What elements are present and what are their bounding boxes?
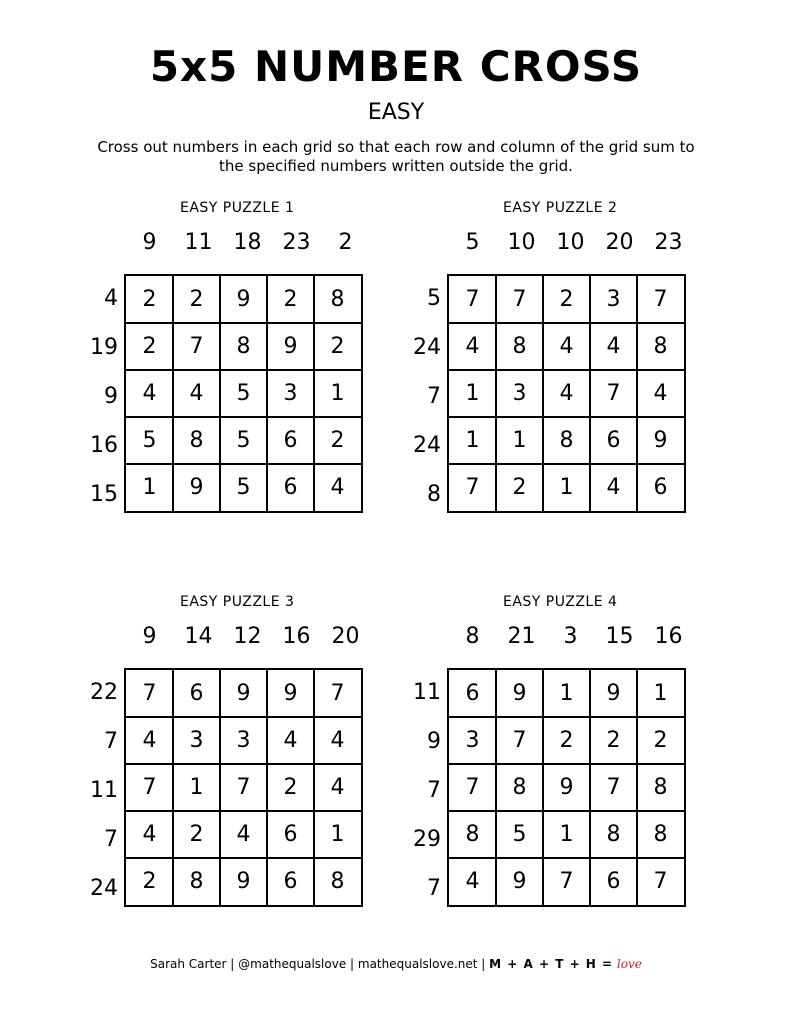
column-sum: 8: [465, 624, 480, 649]
grid-cell[interactable]: 7: [448, 763, 497, 812]
puzzle-4: [405, 594, 685, 924]
number-grid: [124, 274, 363, 513]
row-sum: 22: [90, 680, 118, 705]
column-sum: 9: [142, 230, 157, 255]
puzzle-2: [405, 200, 685, 530]
grid-cell[interactable]: 6: [589, 857, 638, 906]
row-sum: 29: [413, 827, 441, 852]
row-sum: 15: [90, 482, 118, 507]
grid-cell[interactable]: 7: [448, 275, 497, 324]
row-sum: 24: [90, 876, 118, 901]
grid-cell[interactable]: 8: [313, 275, 362, 324]
column-sum: 18: [233, 230, 262, 255]
row-sums: [405, 274, 445, 519]
grid-cell[interactable]: 7: [495, 275, 544, 324]
grid-cell[interactable]: 2: [125, 275, 174, 324]
grid-cell[interactable]: 1: [636, 669, 685, 718]
row-sum: 11: [413, 680, 441, 705]
grid-cell[interactable]: 4: [172, 369, 221, 418]
row-sum: 4: [104, 286, 118, 311]
grid-cell[interactable]: 6: [172, 669, 221, 718]
grid-cell[interactable]: 7: [172, 322, 221, 371]
grid-cell[interactable]: 7: [313, 669, 362, 718]
row-sum: 9: [427, 729, 441, 754]
number-grid: [447, 274, 686, 513]
column-sum: 2: [338, 230, 353, 255]
row-sum: 7: [427, 876, 441, 901]
grid-cell[interactable]: 9: [266, 669, 315, 718]
grid-cell[interactable]: 2: [495, 463, 544, 512]
row-sum: 11: [90, 778, 118, 803]
grid-cell[interactable]: 6: [636, 463, 685, 512]
grid-cell[interactable]: 1: [313, 810, 362, 859]
grid-cell[interactable]: 4: [542, 369, 591, 418]
column-sum: 16: [654, 624, 683, 649]
grid-cell[interactable]: 4: [219, 810, 268, 859]
grid-cell[interactable]: 8: [313, 857, 362, 906]
grid-cell[interactable]: 1: [542, 463, 591, 512]
grid-cell[interactable]: 6: [448, 669, 497, 718]
footer-love-logo: love: [616, 957, 642, 971]
grid-cell[interactable]: 1: [495, 416, 544, 465]
grid-cell[interactable]: 7: [219, 763, 268, 812]
grid-cell[interactable]: 4: [448, 857, 497, 906]
puzzle-3: [82, 594, 362, 924]
column-sums: [448, 230, 693, 255]
column-sum: 23: [654, 230, 683, 255]
row-sum: 7: [104, 827, 118, 852]
grid-cell[interactable]: 9: [219, 669, 268, 718]
grid-cell[interactable]: 1: [448, 416, 497, 465]
row-sum: 16: [90, 433, 118, 458]
grid-cell[interactable]: 4: [266, 716, 315, 765]
grid-cell[interactable]: 6: [266, 810, 315, 859]
column-sum: 23: [282, 230, 311, 255]
grid-cell[interactable]: 2: [266, 275, 315, 324]
grid-cell[interactable]: 2: [313, 322, 362, 371]
grid-cell[interactable]: 6: [266, 416, 315, 465]
grid-cell[interactable]: 2: [636, 716, 685, 765]
number-grid: [447, 668, 686, 907]
column-sum: 12: [233, 624, 262, 649]
grid-cell[interactable]: 7: [542, 857, 591, 906]
column-sum: 20: [331, 624, 360, 649]
grid-cell[interactable]: 1: [542, 810, 591, 859]
column-sum: 11: [184, 230, 213, 255]
grid-cell[interactable]: 2: [172, 275, 221, 324]
row-sum: 19: [90, 335, 118, 360]
column-sum: 15: [605, 624, 634, 649]
column-sum: 10: [507, 230, 536, 255]
grid-cell[interactable]: 4: [589, 322, 638, 371]
grid-cell[interactable]: 3: [495, 369, 544, 418]
grid-cell[interactable]: 8: [448, 810, 497, 859]
row-sum: 9: [104, 384, 118, 409]
grid-cell[interactable]: 7: [125, 763, 174, 812]
grid-cell[interactable]: 6: [266, 857, 315, 906]
grid-cell[interactable]: 8: [589, 810, 638, 859]
grid-cell[interactable]: 9: [219, 275, 268, 324]
grid-cell[interactable]: 8: [636, 810, 685, 859]
grid-cell[interactable]: 1: [125, 463, 174, 512]
grid-cell[interactable]: 8: [636, 322, 685, 371]
grid-cell[interactable]: 3: [219, 716, 268, 765]
grid-cell[interactable]: 5: [125, 416, 174, 465]
column-sums: [125, 230, 370, 255]
grid-cell[interactable]: 8: [219, 322, 268, 371]
grid-cell[interactable]: 7: [448, 463, 497, 512]
row-sum: 24: [413, 335, 441, 360]
column-sum: 14: [184, 624, 213, 649]
grid-cell[interactable]: 3: [589, 275, 638, 324]
grid-cell[interactable]: 9: [636, 416, 685, 465]
grid-cell[interactable]: 2: [542, 275, 591, 324]
grid-cell[interactable]: 9: [266, 322, 315, 371]
page-subtitle: EASY: [367, 100, 425, 125]
grid-cell[interactable]: 8: [636, 763, 685, 812]
column-sums: [448, 624, 693, 649]
grid-cell[interactable]: 4: [125, 716, 174, 765]
column-sum: 5: [465, 230, 480, 255]
column-sum: 3: [563, 624, 578, 649]
grid-cell[interactable]: 1: [542, 669, 591, 718]
row-sums: [82, 668, 122, 913]
column-sum: 20: [605, 230, 634, 255]
number-grid: [124, 668, 363, 907]
footer-brand: M + A + T + H =: [489, 957, 614, 971]
puzzle-label: EASY PUZZLE 3: [180, 594, 295, 610]
page-title: 5x5 NUMBER CROSS: [149, 42, 643, 91]
grid-cell[interactable]: 7: [495, 716, 544, 765]
column-sum: 9: [142, 624, 157, 649]
grid-cell[interactable]: 6: [266, 463, 315, 512]
row-sum: 8: [427, 482, 441, 507]
grid-cell[interactable]: 3: [448, 716, 497, 765]
row-sum: 7: [427, 384, 441, 409]
footer-credits: Sarah Carter | @mathequalslove | mathequalslove.net |: [150, 957, 486, 971]
grid-cell[interactable]: 7: [125, 669, 174, 718]
grid-cell[interactable]: 2: [313, 416, 362, 465]
grid-cell[interactable]: 7: [636, 857, 685, 906]
grid-cell[interactable]: 2: [266, 763, 315, 812]
row-sum: 7: [104, 729, 118, 754]
grid-cell[interactable]: 9: [495, 669, 544, 718]
grid-cell[interactable]: 3: [266, 369, 315, 418]
row-sum: 7: [427, 778, 441, 803]
row-sums: [82, 274, 122, 519]
grid-cell[interactable]: 7: [589, 763, 638, 812]
puzzle-label: EASY PUZZLE 2: [503, 200, 618, 216]
grid-cell[interactable]: 1: [448, 369, 497, 418]
grid-cell[interactable]: 5: [495, 810, 544, 859]
grid-cell[interactable]: 4: [448, 322, 497, 371]
grid-cell[interactable]: 2: [125, 857, 174, 906]
grid-cell[interactable]: 8: [542, 416, 591, 465]
grid-cell[interactable]: 8: [172, 416, 221, 465]
puzzle-label: EASY PUZZLE 1: [180, 200, 295, 216]
grid-cell[interactable]: 9: [172, 463, 221, 512]
grid-cell[interactable]: 4: [589, 463, 638, 512]
column-sum: 21: [507, 624, 536, 649]
instructions-text: Cross out numbers in each grid so that each row and column of the grid sum to the specified numbers written outside the grid.: [97, 138, 695, 175]
grid-cell[interactable]: 6: [589, 416, 638, 465]
row-sum: 5: [427, 286, 441, 311]
column-sum: 10: [556, 230, 585, 255]
grid-cell[interactable]: 8: [495, 322, 544, 371]
grid-cell[interactable]: 1: [172, 763, 221, 812]
grid-cell[interactable]: 9: [219, 857, 268, 906]
grid-cell[interactable]: 3: [172, 716, 221, 765]
grid-cell[interactable]: 2: [125, 322, 174, 371]
column-sum: 16: [282, 624, 311, 649]
grid-cell[interactable]: 2: [172, 810, 221, 859]
grid-cell[interactable]: 4: [125, 369, 174, 418]
grid-cell[interactable]: 2: [589, 716, 638, 765]
column-sums: [125, 624, 370, 649]
puzzle-1: [82, 200, 362, 530]
puzzle-label: EASY PUZZLE 4: [503, 594, 618, 610]
grid-cell[interactable]: 9: [589, 669, 638, 718]
grid-cell[interactable]: 4: [636, 369, 685, 418]
grid-cell[interactable]: 8: [172, 857, 221, 906]
grid-cell[interactable]: 1: [313, 369, 362, 418]
grid-cell[interactable]: 2: [542, 716, 591, 765]
grid-cell[interactable]: 7: [636, 275, 685, 324]
grid-cell[interactable]: 8: [495, 763, 544, 812]
grid-cell[interactable]: 4: [313, 716, 362, 765]
grid-cell[interactable]: 4: [313, 763, 362, 812]
row-sums: [405, 668, 445, 913]
grid-cell[interactable]: 9: [495, 857, 544, 906]
grid-cell[interactable]: 5: [219, 416, 268, 465]
grid-cell[interactable]: 5: [219, 463, 268, 512]
grid-cell[interactable]: 4: [125, 810, 174, 859]
grid-cell[interactable]: 7: [589, 369, 638, 418]
grid-cell[interactable]: 4: [542, 322, 591, 371]
grid-cell[interactable]: 5: [219, 369, 268, 418]
grid-cell[interactable]: 9: [542, 763, 591, 812]
grid-cell[interactable]: 4: [313, 463, 362, 512]
footer: [0, 957, 792, 971]
row-sum: 24: [413, 433, 441, 458]
